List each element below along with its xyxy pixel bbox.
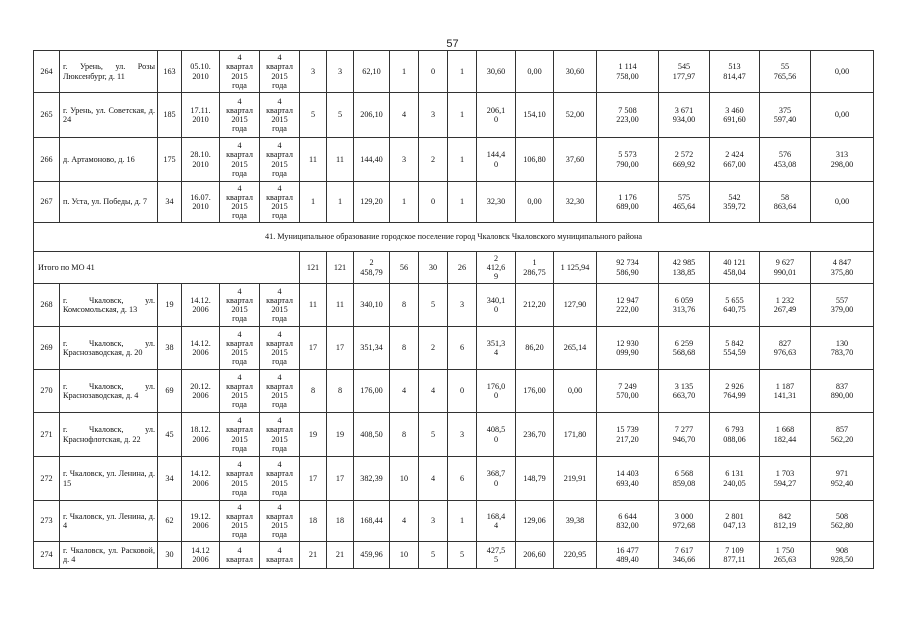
table-cell: 1 187 141,31	[760, 370, 811, 413]
table-row	[34, 457, 874, 501]
table-cell: 8	[300, 370, 327, 413]
table-cell: 168,44	[354, 501, 390, 542]
section-row	[34, 223, 874, 252]
table-cell: 32,30	[477, 182, 516, 223]
table-cell: 17	[300, 327, 327, 370]
address-cell: г. Чкаловск, ул. Краснофлотская, д. 22	[60, 413, 158, 457]
table-cell: 171,80	[554, 413, 597, 457]
table-cell: 55 765,56	[760, 51, 811, 93]
table-cell: 6 131 240,05	[710, 457, 760, 501]
table-cell: 1 703 594,27	[760, 457, 811, 501]
table-cell: 0,00	[811, 51, 874, 93]
table-cell: 1	[390, 51, 419, 93]
table-cell: 206,10	[354, 93, 390, 138]
table-cell: 62,10	[354, 51, 390, 93]
table-cell: 3	[448, 284, 477, 327]
table-cell: 4 квартал 2015 года	[260, 413, 300, 457]
total-cell: 9 627 990,01	[760, 252, 811, 284]
table-cell: 1	[390, 182, 419, 223]
table-cell: 4 квартал 2015 года	[220, 370, 260, 413]
table-cell: 1	[300, 182, 327, 223]
table-cell: 7 277 946,70	[659, 413, 710, 457]
table-cell: 1 750 265,63	[760, 542, 811, 569]
address-cell: г. Чкаловск, ул. Ленина, д. 15	[60, 457, 158, 501]
row-number: 272	[34, 457, 60, 501]
table-cell: 6	[448, 457, 477, 501]
table-cell: 14 403 693,40	[597, 457, 659, 501]
table-cell: 4 квартал 2015 года	[260, 327, 300, 370]
table-cell: 4 квартал	[260, 542, 300, 569]
table-cell: 8	[390, 327, 419, 370]
table-cell: 34	[158, 182, 182, 223]
table-cell: 4	[390, 93, 419, 138]
table-cell: 21	[300, 542, 327, 569]
table-cell: 154,10	[516, 93, 554, 138]
table-cell: 408,5 0	[477, 413, 516, 457]
total-cell: 26	[448, 252, 477, 284]
table-cell: 6 259 568,68	[659, 327, 710, 370]
table-cell: 8	[327, 370, 354, 413]
address-cell: п. Уста, ул. Победы, д. 7	[60, 182, 158, 223]
table-cell: 4 квартал 2015 года	[260, 457, 300, 501]
table-cell: 38	[158, 327, 182, 370]
table-cell: 30,60	[477, 51, 516, 93]
table-cell: 1	[327, 182, 354, 223]
table-cell: 11	[327, 284, 354, 327]
total-cell: 40 121 458,04	[710, 252, 760, 284]
table-cell: 7 508 223,00	[597, 93, 659, 138]
table-cell: 176,00	[516, 370, 554, 413]
table-cell: 144,4 0	[477, 138, 516, 182]
table-cell: 837 890,00	[811, 370, 874, 413]
table-cell: 908 928,50	[811, 542, 874, 569]
table-cell: 427,5 5	[477, 542, 516, 569]
table-cell: 5 842 554,59	[710, 327, 760, 370]
total-cell: 2 458,79	[354, 252, 390, 284]
address-cell: г. Чкаловск, ул. Ленина, д. 4	[60, 501, 158, 542]
table-cell: 206,60	[516, 542, 554, 569]
total-cell: 121	[300, 252, 327, 284]
total-cell: 56	[390, 252, 419, 284]
table-cell: 351,3 4	[477, 327, 516, 370]
table-cell: 4 квартал	[220, 542, 260, 569]
table-cell: 20.12. 2006	[182, 370, 220, 413]
table-row	[34, 413, 874, 457]
table-cell: 30	[158, 542, 182, 569]
table-cell: 144,40	[354, 138, 390, 182]
table-row	[34, 501, 874, 542]
table-cell: 176,00	[354, 370, 390, 413]
table-cell: 39,38	[554, 501, 597, 542]
table-cell: 1	[448, 182, 477, 223]
table-cell: 7 249 570,00	[597, 370, 659, 413]
table-cell: 2 424 667,00	[710, 138, 760, 182]
table-cell: 18	[300, 501, 327, 542]
table-cell: 236,70	[516, 413, 554, 457]
table-cell: 4 квартал 2015 года	[260, 284, 300, 327]
table-cell: 2 926 764,99	[710, 370, 760, 413]
table-cell: 17	[327, 457, 354, 501]
table-cell: 459,96	[354, 542, 390, 569]
table-cell: 7 109 877,11	[710, 542, 760, 569]
table-cell: 375 597,40	[760, 93, 811, 138]
address-cell: г. Урень, ул. Советская, д. 24	[60, 93, 158, 138]
table-cell: 1	[448, 93, 477, 138]
table-cell: 30,60	[554, 51, 597, 93]
table-cell: 0,00	[516, 182, 554, 223]
table-cell: 4 квартал 2015 года	[260, 138, 300, 182]
table-cell: 10	[390, 542, 419, 569]
table-cell: 17	[327, 327, 354, 370]
table-cell: 206,1 0	[477, 93, 516, 138]
table-cell: 351,34	[354, 327, 390, 370]
section-heading: 41. Муниципальное образование городское поселение город Чкаловск Чкаловского муниципального района	[34, 223, 874, 252]
table-cell: 58 863,64	[760, 182, 811, 223]
table-cell: 542 359,72	[710, 182, 760, 223]
section-block	[34, 223, 874, 284]
table-cell: 3	[300, 51, 327, 93]
table-cell: 4 квартал 2015 года	[260, 51, 300, 93]
table-cell: 4	[390, 501, 419, 542]
table-cell: 2 801 047,13	[710, 501, 760, 542]
row-number: 271	[34, 413, 60, 457]
row-number: 265	[34, 93, 60, 138]
table-row	[34, 51, 874, 93]
table-cell: 5	[419, 413, 448, 457]
table-cell: 4 квартал 2015 года	[220, 327, 260, 370]
table-cell: 368,7 0	[477, 457, 516, 501]
table-cell: 6 644 832,00	[597, 501, 659, 542]
table-cell: 168,4 4	[477, 501, 516, 542]
total-row	[34, 252, 874, 284]
table-cell: 11	[300, 138, 327, 182]
table-cell: 576 453,08	[760, 138, 811, 182]
table-cell: 18.12. 2006	[182, 413, 220, 457]
table-cell: 1	[448, 138, 477, 182]
table-cell: 19	[327, 413, 354, 457]
table-cell: 2 572 669,92	[659, 138, 710, 182]
table-cell: 265,14	[554, 327, 597, 370]
table-cell: 6	[448, 327, 477, 370]
table-cell: 3 000 972,68	[659, 501, 710, 542]
row-number: 269	[34, 327, 60, 370]
table-cell: 6 793 088,06	[710, 413, 760, 457]
total-cell: 92 734 586,90	[597, 252, 659, 284]
table-row	[34, 370, 874, 413]
row-number: 266	[34, 138, 60, 182]
table-cell: 15 739 217,20	[597, 413, 659, 457]
table-cell: 5	[300, 93, 327, 138]
table-cell: 14.12 2006	[182, 542, 220, 569]
table-cell: 0	[448, 370, 477, 413]
table-row	[34, 138, 874, 182]
total-cell: 1 125,94	[554, 252, 597, 284]
table-cell: 3 460 691,60	[710, 93, 760, 138]
table-cell: 14.12. 2006	[182, 327, 220, 370]
table-cell: 16 477 489,40	[597, 542, 659, 569]
table-cell: 17	[300, 457, 327, 501]
table-cell: 3 135 663,70	[659, 370, 710, 413]
table-row	[34, 284, 874, 327]
table-cell: 5	[419, 542, 448, 569]
table-cell: 3 671 934,00	[659, 93, 710, 138]
table-cell: 05.10. 2010	[182, 51, 220, 93]
rows-top	[34, 51, 874, 223]
table-cell: 129,20	[354, 182, 390, 223]
table-cell: 971 952,40	[811, 457, 874, 501]
table-cell: 4 квартал 2015 года	[220, 457, 260, 501]
table-cell: 4 квартал 2015 года	[220, 501, 260, 542]
table-cell: 175	[158, 138, 182, 182]
row-number: 268	[34, 284, 60, 327]
table-cell: 4	[390, 370, 419, 413]
table-cell: 0,00	[811, 182, 874, 223]
table-row	[34, 542, 874, 569]
table-cell: 127,90	[554, 284, 597, 327]
table-row	[34, 327, 874, 370]
table-cell: 14.12. 2006	[182, 284, 220, 327]
table-cell: 12 930 099,90	[597, 327, 659, 370]
table-cell: 19	[300, 413, 327, 457]
table-cell: 3	[327, 51, 354, 93]
table-cell: 1	[448, 501, 477, 542]
address-cell: г. Чкаловск, ул. Комсомольская, д. 13	[60, 284, 158, 327]
table-cell: 18	[327, 501, 354, 542]
table-cell: 340,1 0	[477, 284, 516, 327]
address-cell: г. Чкаловск, ул. Краснозаводская, д. 4	[60, 370, 158, 413]
rows-bottom	[34, 284, 874, 569]
table-cell: 2	[419, 138, 448, 182]
table-cell: 5	[419, 284, 448, 327]
table-cell: 10	[390, 457, 419, 501]
table-cell: 4 квартал 2015 года	[220, 138, 260, 182]
table-cell: 69	[158, 370, 182, 413]
table-cell: 1 232 267,49	[760, 284, 811, 327]
total-cell: 1 286,75	[516, 252, 554, 284]
table-cell: 0	[419, 51, 448, 93]
table-cell: 827 976,63	[760, 327, 811, 370]
total-label: Итого по МО 41	[34, 252, 300, 284]
table-cell: 3	[390, 138, 419, 182]
table-cell: 508 562,80	[811, 501, 874, 542]
table-cell: 4	[419, 370, 448, 413]
total-cell: 2 412,6 9	[477, 252, 516, 284]
table-cell: 21	[327, 542, 354, 569]
table-cell: 14.12. 2006	[182, 457, 220, 501]
table-cell: 45	[158, 413, 182, 457]
address-cell: г. Урень, ул. Розы Люксенбург, д. 11	[60, 51, 158, 93]
table-cell: 86,20	[516, 327, 554, 370]
table-cell: 219,91	[554, 457, 597, 501]
table-cell: 340,10	[354, 284, 390, 327]
table-cell: 1	[448, 51, 477, 93]
table-cell: 16.07. 2010	[182, 182, 220, 223]
table-cell: 176,0 0	[477, 370, 516, 413]
page-number: 57	[446, 38, 459, 50]
table-cell: 3	[448, 413, 477, 457]
table-cell: 857 562,20	[811, 413, 874, 457]
table-cell: 163	[158, 51, 182, 93]
table-cell: 575 465,64	[659, 182, 710, 223]
table-cell: 130 783,70	[811, 327, 874, 370]
table-cell: 185	[158, 93, 182, 138]
housing-registry-table	[33, 50, 874, 569]
table-cell: 4 квартал 2015 года	[260, 182, 300, 223]
table-cell: 32,30	[554, 182, 597, 223]
table-cell: 212,20	[516, 284, 554, 327]
row-number: 274	[34, 542, 60, 569]
table-cell: 6 568 859,08	[659, 457, 710, 501]
table-cell: 313 298,00	[811, 138, 874, 182]
table-cell: 106,80	[516, 138, 554, 182]
table-cell: 52,00	[554, 93, 597, 138]
table-cell: 8	[390, 413, 419, 457]
row-number: 264	[34, 51, 60, 93]
table-cell: 4 квартал 2015 года	[220, 413, 260, 457]
table-cell: 5	[448, 542, 477, 569]
table-cell: 1 668 182,44	[760, 413, 811, 457]
table-cell: 4 квартал 2015 года	[260, 93, 300, 138]
table-cell: 17.11. 2010	[182, 93, 220, 138]
table-cell: 4	[419, 457, 448, 501]
table-cell: 7 617 346,66	[659, 542, 710, 569]
table-cell: 62	[158, 501, 182, 542]
total-cell: 42 985 138,85	[659, 252, 710, 284]
table-cell: 557 379,00	[811, 284, 874, 327]
table-cell: 0,00	[516, 51, 554, 93]
total-cell: 4 847 375,80	[811, 252, 874, 284]
table-cell: 34	[158, 457, 182, 501]
table-row	[34, 93, 874, 138]
table-cell: 8	[390, 284, 419, 327]
table-cell: 513 814,47	[710, 51, 760, 93]
table-cell: 220,95	[554, 542, 597, 569]
table-cell: 5 573 790,00	[597, 138, 659, 182]
table-cell: 19.12. 2006	[182, 501, 220, 542]
table-cell: 4 квартал 2015 года	[260, 370, 300, 413]
table-cell: 148,79	[516, 457, 554, 501]
row-number: 273	[34, 501, 60, 542]
table-cell: 12 947 222,00	[597, 284, 659, 327]
table-cell: 19	[158, 284, 182, 327]
table-cell: 4 квартал 2015 года	[220, 284, 260, 327]
address-cell: г. Чкаловск, ул. Расковой, д. 4	[60, 542, 158, 569]
table-cell: 0,00	[554, 370, 597, 413]
table-cell: 4 квартал 2015 года	[220, 182, 260, 223]
table-cell: 129,06	[516, 501, 554, 542]
table-cell: 11	[300, 284, 327, 327]
table-cell: 545 177,97	[659, 51, 710, 93]
row-number: 270	[34, 370, 60, 413]
table-cell: 1 176 689,00	[597, 182, 659, 223]
table-cell: 408,50	[354, 413, 390, 457]
row-number: 267	[34, 182, 60, 223]
total-cell: 121	[327, 252, 354, 284]
table-cell: 4 квартал 2015 года	[220, 51, 260, 93]
table-cell: 1 114 758,00	[597, 51, 659, 93]
address-cell: г. Чкаловск, ул. Краснозаводская, д. 20	[60, 327, 158, 370]
table-cell: 4 квартал 2015 года	[260, 501, 300, 542]
table-cell: 842 812,19	[760, 501, 811, 542]
table-cell: 5	[327, 93, 354, 138]
table-cell: 3	[419, 93, 448, 138]
table-cell: 37,60	[554, 138, 597, 182]
table-cell: 11	[327, 138, 354, 182]
table-cell: 5 655 640,75	[710, 284, 760, 327]
table-cell: 4 квартал 2015 года	[220, 93, 260, 138]
table-cell: 382,39	[354, 457, 390, 501]
table-cell: 6 059 313,76	[659, 284, 710, 327]
table-cell: 0,00	[811, 93, 874, 138]
total-cell: 30	[419, 252, 448, 284]
table-cell: 2	[419, 327, 448, 370]
table-cell: 28.10. 2010	[182, 138, 220, 182]
table-cell: 3	[419, 501, 448, 542]
address-cell: д. Артамоново, д. 16	[60, 138, 158, 182]
table-cell: 0	[419, 182, 448, 223]
table-row	[34, 182, 874, 223]
